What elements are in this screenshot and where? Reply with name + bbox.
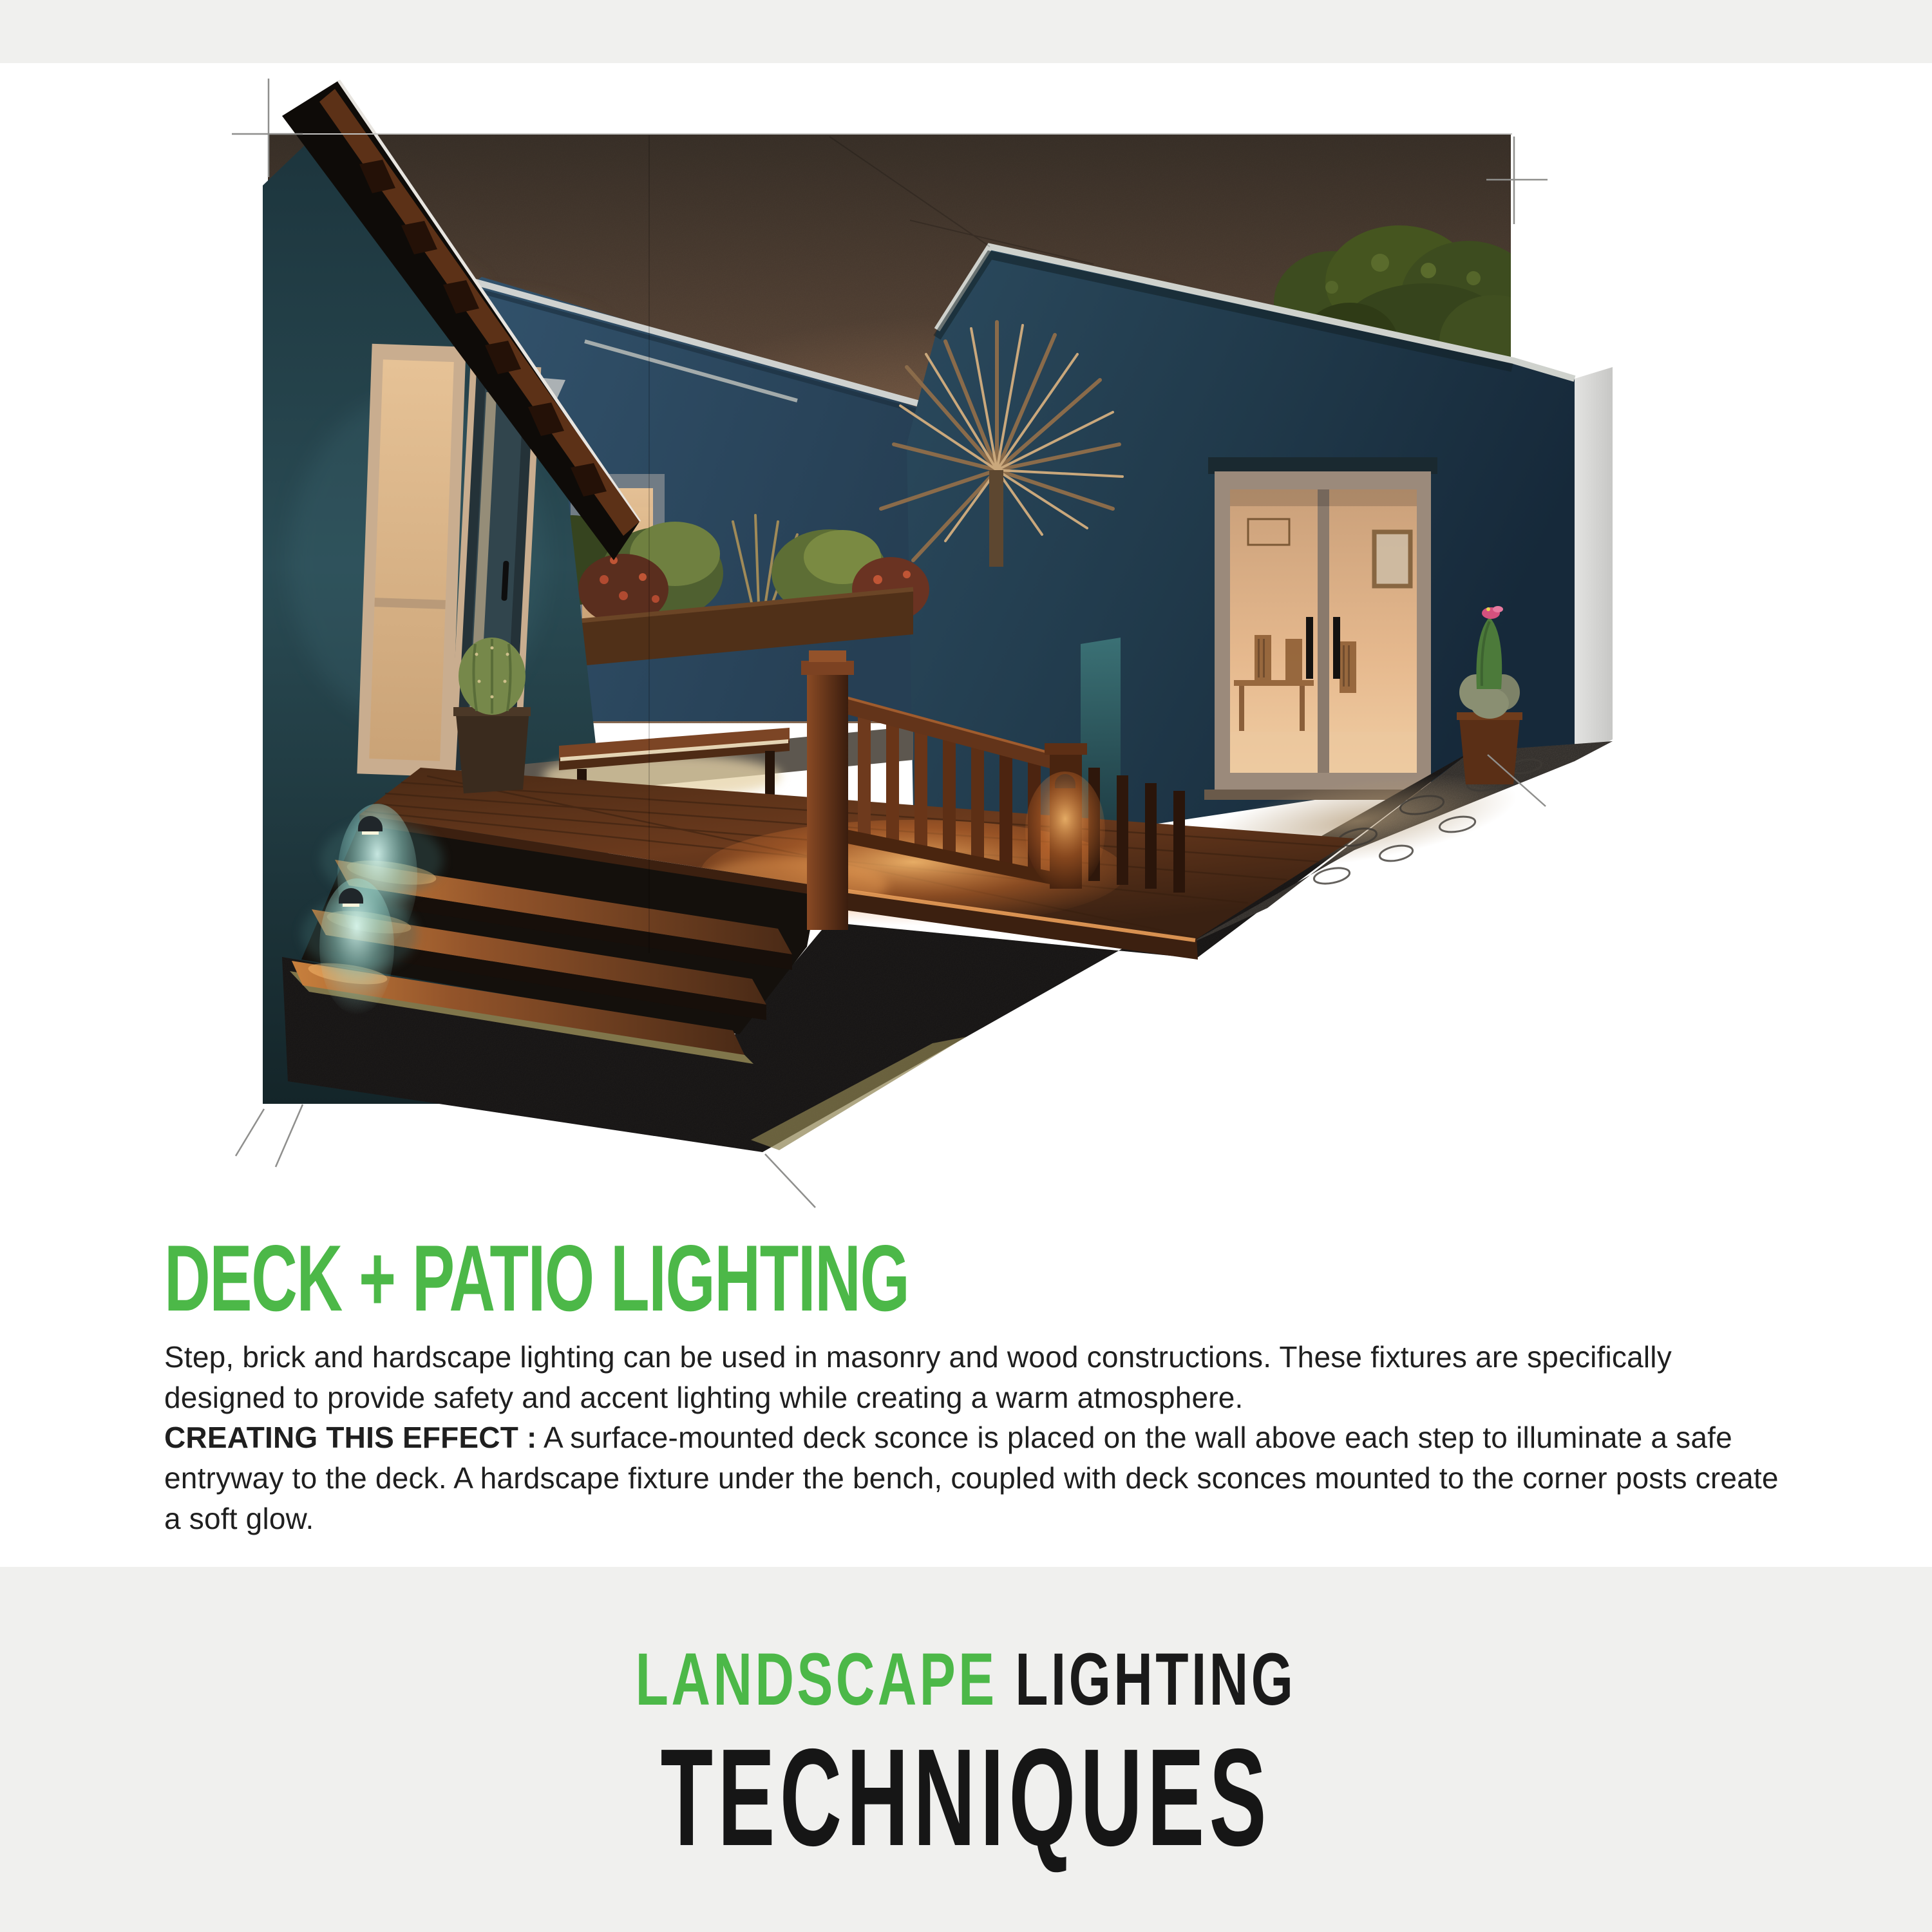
newel-post: [801, 650, 854, 930]
brand-landscape: LANDSCAPE: [636, 1638, 998, 1721]
effect-paragraph-lead: CREATING THIS EFFECT :: [164, 1421, 537, 1454]
door-handle-icon: [1333, 617, 1340, 679]
top-margin-strip: [0, 0, 1932, 63]
brand-lighting: LIGHTING: [1015, 1638, 1296, 1721]
door-handle-icon: [1306, 617, 1313, 679]
intro-paragraph: Step, brick and hardscape lighting can be used in masonry and wood constructions. These fixtures are specifically designed to provide safety and accent lighting while creating a warm atmosphere.: [164, 1340, 1672, 1414]
picture-frame: [1374, 532, 1410, 586]
barrel-cactus: [453, 638, 531, 793]
effect-paragraph: [164, 1417, 1787, 1539]
section-cut-panel: [1575, 367, 1613, 761]
post-sconce-glow: [1025, 772, 1105, 890]
glass-door: [1204, 457, 1440, 800]
deck-patio-illustration: [224, 71, 1615, 1217]
effect-paragraph-rest: A surface-mounted deck sconce is placed on the wall above each step to illuminate a safe entryway to the deck. A hardscape fixture under the bench, coupled with deck sconces mounted to the corner posts create a soft glow.: [164, 1421, 1779, 1535]
page-title: DECK + PATIO LIGHTING: [164, 1225, 909, 1331]
brand-line: [0, 1638, 1932, 1721]
hero-render: [224, 71, 1615, 1217]
left-window: [357, 344, 466, 777]
brand-techniques: TECHNIQUES: [660, 1719, 1272, 1875]
